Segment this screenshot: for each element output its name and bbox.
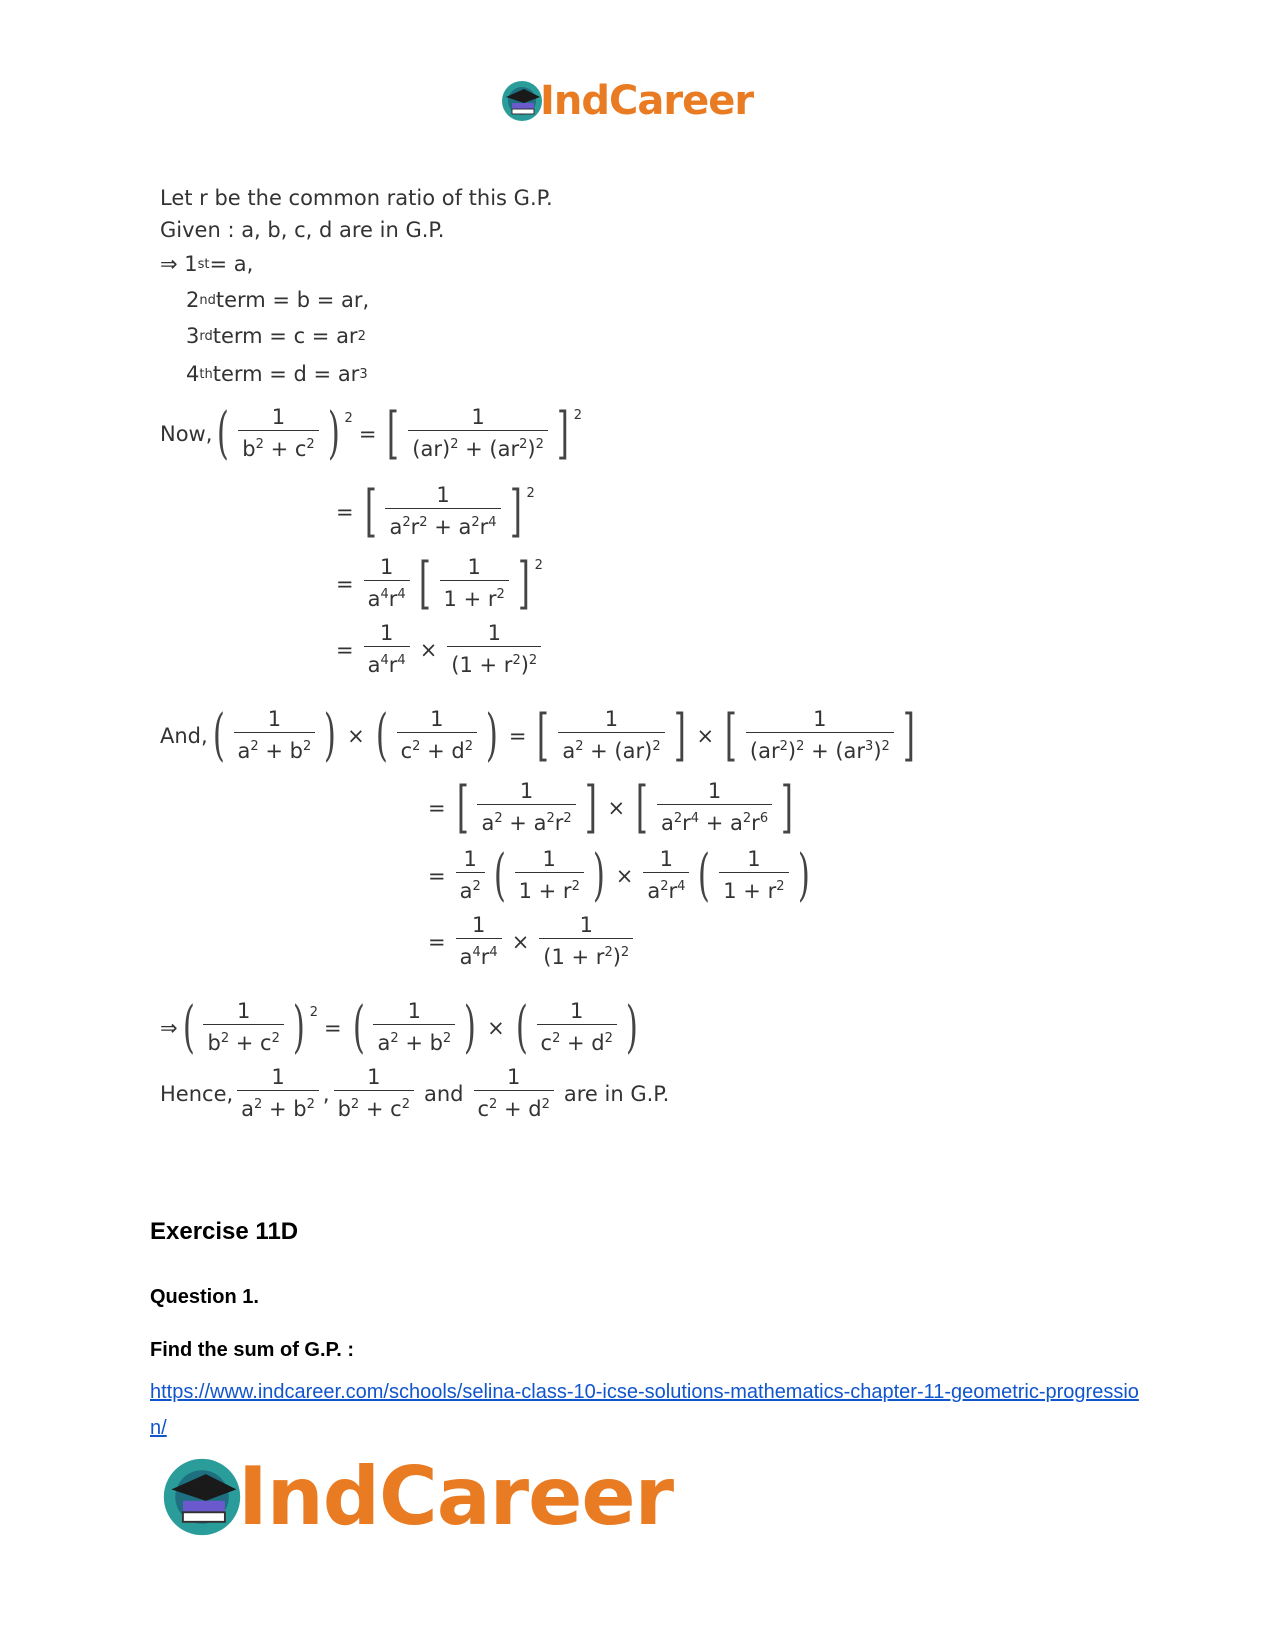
- solution-line: 4 th term = d = ar 3: [186, 362, 368, 386]
- logo-bottom: [160, 1450, 673, 1543]
- solution-line: Let r be the common ratio of this G.P.: [160, 186, 553, 210]
- equation-line: = $\frac{1}{a^4r^4}$ × $\frac{1}{(1 + r^2)^2}$: [330, 620, 545, 679]
- solution-line: ⇒ 1 st = a,: [160, 252, 254, 276]
- equation-line: = [ $\frac{1}{a^2r^2 + a^2r^4}$ ] $^2$: [336, 478, 535, 544]
- graduation-cap-icon: [160, 1455, 244, 1539]
- equation-line: = $\frac{1}{a^2}$ ( $\frac{1}{1 + r^2}$ ) × $\frac{1}{a^2r^4}$ ( $\frac{1}{1 + r^2}$ ): [428, 842, 810, 908]
- question-title: Question 1.: [150, 1286, 259, 1308]
- solution-line: 3 rd term = c = ar 2: [186, 324, 366, 348]
- question-text: Find the sum of G.P. :: [150, 1339, 355, 1361]
- solution-line: 2 nd term = b = ar,: [186, 288, 370, 312]
- equation-line: ⇒ ( $\frac{1}{b^2 + c^2}$ ) $^2$ = ( $\frac{1}{a^2 + b^2}$ ) × ( $\frac{1}{c^2 + d^2}$ ): [160, 994, 638, 1060]
- equation-line: Hence, $\frac{1}{a^2 + b^2}$ , $\frac{1}{b^2 + c^2}$ and $\frac{1}{c^2 + d^2}$ are in G.P.: [160, 1065, 670, 1121]
- equation-line: = $\frac{1}{a^4r^4}$ [ $\frac{1}{1 + r^2}$ ] $^2$: [336, 550, 543, 616]
- graduation-cap-icon: [500, 79, 544, 123]
- source-link[interactable]: https://www.indcareer.com/schools/selina-class-10-icse-solutions-mathematics-chapter-11-geometric-progression/: [150, 1381, 1139, 1439]
- exercise-title: Exercise 11D: [150, 1218, 299, 1245]
- brand-name: IndCareer: [540, 78, 754, 124]
- brand-name: IndCareer: [238, 1450, 674, 1543]
- logo-top: [500, 78, 753, 124]
- solution-line: Given : a, b, c, d are in G.P.: [160, 218, 445, 242]
- equation-line: = [ $\frac{1}{a^2 + a^2r^2}$ ] × [ $\frac{1}{a^2r^4 + a^2r^6}$ ]: [428, 774, 794, 840]
- equation-line: = $\frac{1}{a^4r^4}$ × $\frac{1}{(1 + r^2)^2}$: [422, 912, 637, 971]
- equation-line: Now, ( $\frac{1}{b^2 + c^2}$ ) $^2$ = [ $\frac{1}{(ar)^2 + (ar^2)^2}$ ] $^2$: [160, 400, 583, 466]
- equation-line: And, ( $\frac{1}{a^2 + b^2}$ ) × ( $\frac{1}{c^2 + d^2}$ ) = [ $\frac{1}{a^2 + (ar)^2}$ ] × [ $\frac{1}{(ar^2)^2 + (ar^3)^2}$ ]: [160, 702, 915, 768]
